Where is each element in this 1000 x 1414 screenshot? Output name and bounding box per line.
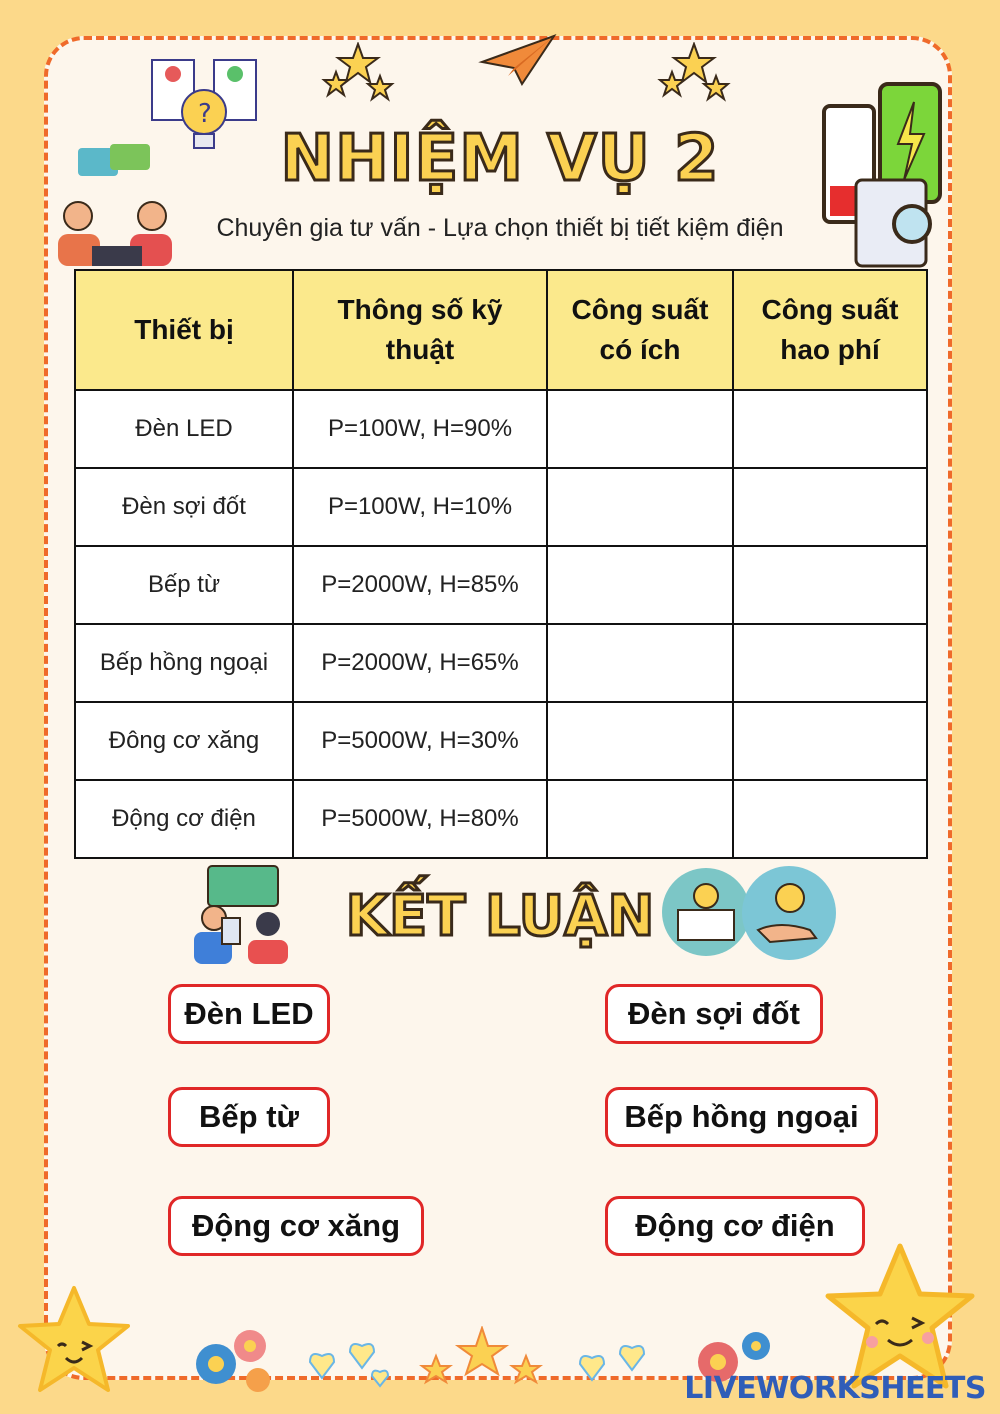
useful-power-input[interactable]	[547, 390, 733, 468]
money-hand-icon	[740, 864, 838, 962]
device-table	[74, 269, 928, 859]
stars-icon	[416, 1326, 546, 1392]
device-cell: Bếp từ	[75, 546, 293, 624]
option-button-dong-co-xang[interactable]: Động cơ xăng	[168, 1196, 424, 1256]
waste-power-input[interactable]	[733, 624, 927, 702]
stars-icon	[318, 42, 398, 106]
header-spec: Thông số kỹ thuật	[293, 270, 547, 390]
header-waste-power: Công suất hao phí	[733, 270, 927, 390]
device-cell: Bếp hồng ngoại	[75, 624, 293, 702]
stars-icon	[654, 42, 734, 106]
smiling-star-icon	[14, 1284, 134, 1400]
option-button-bep-hong-ngoai[interactable]: Bếp hồng ngoại	[605, 1087, 878, 1147]
spec-cell: P=100W, H=90%	[293, 390, 547, 468]
spec-cell: P=100W, H=10%	[293, 468, 547, 546]
option-button-dong-co-dien[interactable]: Động cơ điện	[605, 1196, 865, 1256]
conclusion-title: KẾT LUẬN	[345, 884, 655, 949]
waste-power-input[interactable]	[733, 390, 927, 468]
book-idea-icon	[660, 866, 752, 958]
device-cell: Đèn sợi đốt	[75, 468, 293, 546]
paper-plane-icon	[478, 32, 558, 88]
device-cell: Đông cơ xăng	[75, 702, 293, 780]
useful-power-input[interactable]	[547, 546, 733, 624]
table-row	[75, 546, 927, 624]
hearts-icon	[306, 1338, 392, 1388]
waste-power-input[interactable]	[733, 702, 927, 780]
table-row	[75, 624, 927, 702]
device-cell: Động cơ điện	[75, 780, 293, 858]
hearts-icon	[576, 1340, 662, 1390]
table-row	[75, 390, 927, 468]
table-header-row	[75, 270, 927, 390]
table-row	[75, 468, 927, 546]
waste-power-input[interactable]	[733, 546, 927, 624]
table-row	[75, 780, 927, 858]
option-button-bep-tu[interactable]: Bếp từ	[168, 1087, 330, 1147]
flowers-icon	[190, 1324, 280, 1394]
spec-cell: P=2000W, H=65%	[293, 624, 547, 702]
device-cell: Đèn LED	[75, 390, 293, 468]
header-useful-power: Công suất có ích	[547, 270, 733, 390]
option-button-den-soi-dot[interactable]: Đèn sợi đốt	[605, 984, 823, 1044]
spec-cell: P=5000W, H=80%	[293, 780, 547, 858]
useful-power-input[interactable]	[547, 780, 733, 858]
table-row	[75, 702, 927, 780]
useful-power-input[interactable]	[547, 702, 733, 780]
spec-cell: P=5000W, H=30%	[293, 702, 547, 780]
useful-power-input[interactable]	[547, 624, 733, 702]
option-button-den-led[interactable]: Đèn LED	[168, 984, 330, 1044]
page-subtitle: Chuyên gia tư vấn - Lựa chọn thiết bị tiết kiệm điện	[216, 214, 784, 242]
liveworksheets-logo: LIVEWORKSHEETS	[684, 1371, 986, 1406]
page-title: NHIỆM VỤ 2	[280, 122, 720, 196]
waste-power-input[interactable]	[733, 780, 927, 858]
useful-power-input[interactable]	[547, 468, 733, 546]
svg-text:?: ?	[198, 99, 212, 129]
header-device: Thiết bị	[75, 270, 293, 390]
spec-cell: P=2000W, H=85%	[293, 546, 547, 624]
waste-power-input[interactable]	[733, 468, 927, 546]
